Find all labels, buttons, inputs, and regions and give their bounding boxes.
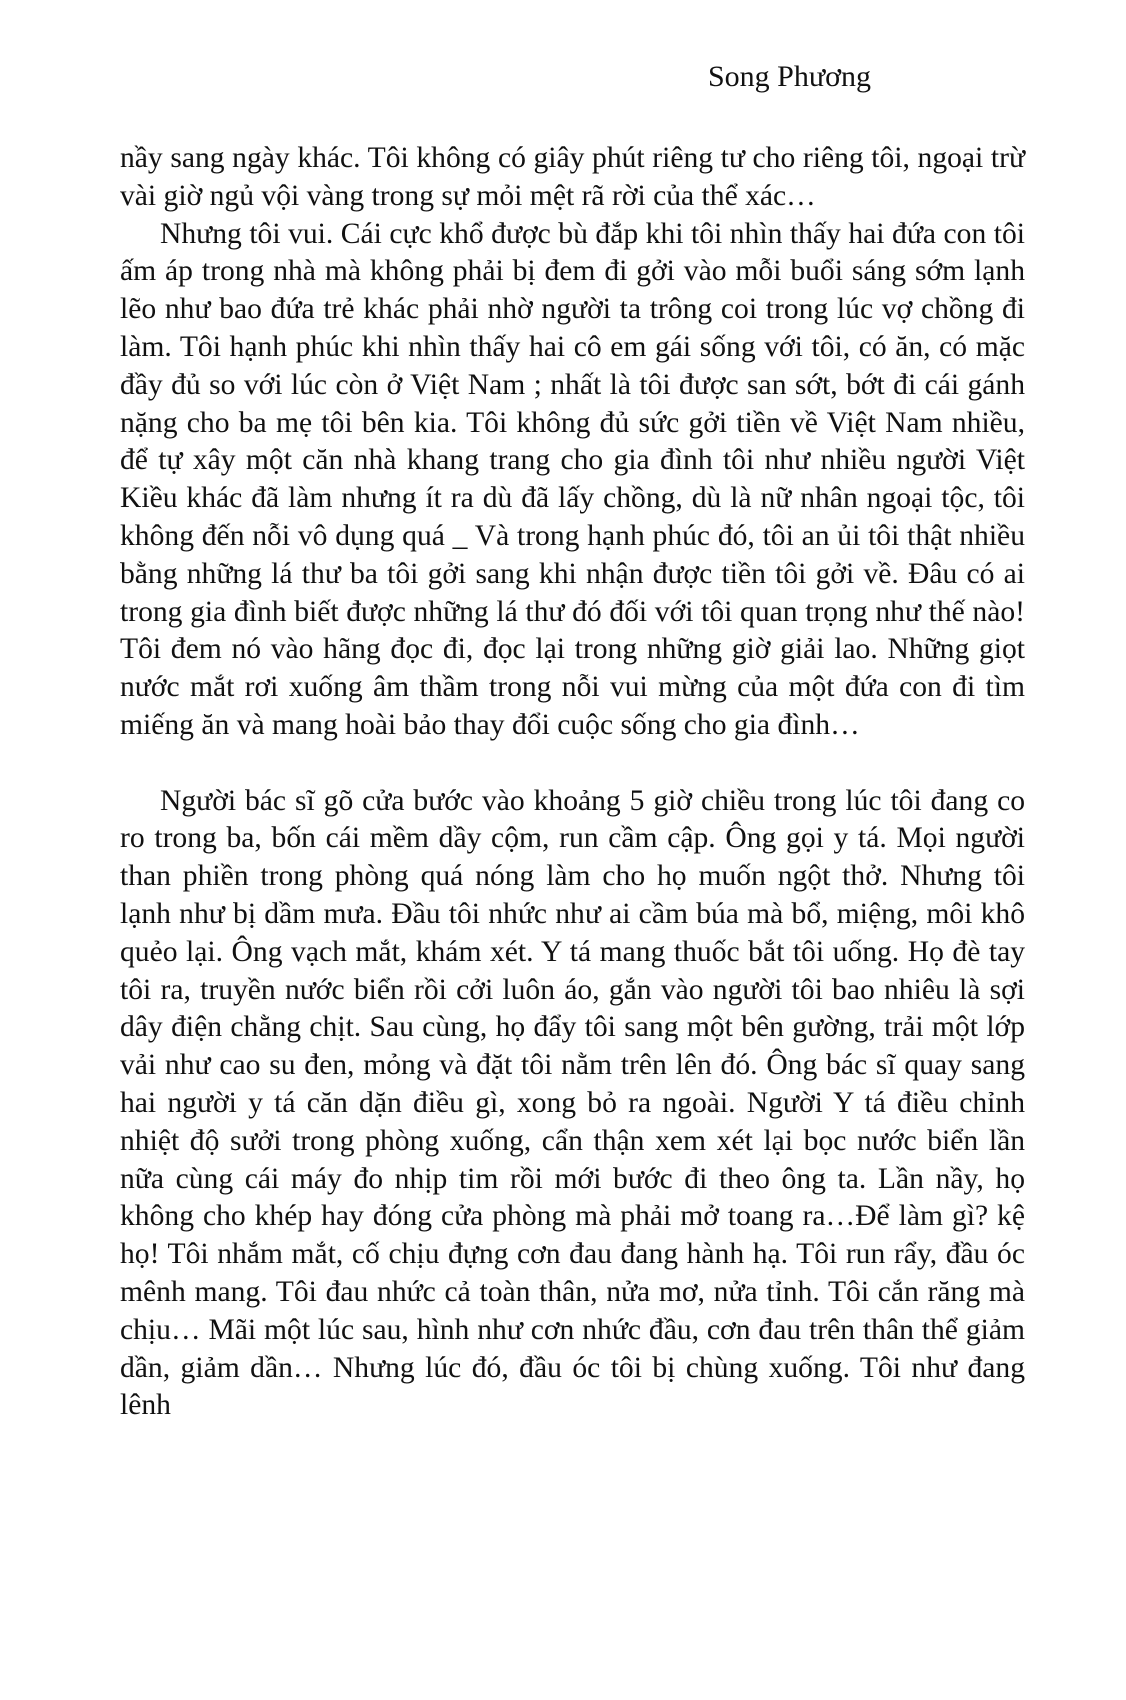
body-text — [120, 140, 1025, 1425]
running-header-author: Song Phương — [708, 60, 871, 93]
paragraph-3: Người bác sĩ gõ cửa bước vào khoảng 5 giờ chiều trong lúc tôi đang co ro trong ba, bốn cái mềm dầy cộm, run cầm cập. Ông gọi y tá. Mọi người than phiền trong phòng quá nóng làm cho họ muốn ngột thở. Nhưng tôi lạnh như bị dầm mưa. Đầu tôi nhức như ai cầm búa mà bổ, miệng, môi khô quẻo lại. Ông vạch mắt, khám xét. Y tá mang thuốc bắt tôi uống. Họ đè tay tôi ra, truyền nước biển rồi cởi luôn áo, gắn vào người tôi bao nhiêu là sợi dây điện chằng chịt. Sau cùng, họ đẩy tôi sang một bên gường, trải một lớp vải như cao su đen, mỏng và đặt tôi nằm trên lên đó. Ông bác sĩ quay sang hai người y tá căn dặn điều gì, xong bỏ ra ngoài. Người Y tá điều chỉnh nhiệt độ sưởi trong phòng xuống, cẩn thận xem xét lại bọc nước biển lần nữa cùng cái máy đo nhịp tim rồi mới bước đi theo ông ta. Lần nầy, họ không cho khép hay đóng cửa phòng mà phải mở toang ra…Để làm gì? kệ họ! Tôi nhắm mắt, cố chịu đựng cơn đau đang hành hạ. Tôi run rẩy, đầu óc mênh mang. Tôi đau nhức cả toàn thân, nửa mơ, nửa tỉnh. Tôi cắn răng mà chịu… Mãi một lúc sau, hình như cơn nhức đầu, cơn đau trên thân thể giảm dần, giảm dần… Nhưng lúc đó, đầu óc tôi bị chùng xuống. Tôi như đang lênh — [120, 784, 1025, 1422]
paragraph-1: nầy sang ngày khác. Tôi không có giây phút riêng tư cho riêng tôi, ngoại trừ vài giờ ngủ vội vàng trong sự mỏi mệt rã rời của thể xác… — [120, 142, 1025, 212]
paragraph-2: Nhưng tôi vui. Cái cực khổ được bù đắp khi tôi nhìn thấy hai đứa con tôi ấm áp trong nhà mà không phải bị đem đi gởi vào mỗi buổi sáng sớm lạnh lẽo như bao đứa trẻ khác phải nhờ người ta trông coi trong lúc vợ chồng đi làm. Tôi hạnh phúc khi nhìn thấy hai cô em gái sống với tôi, có ăn, có mặc đầy đủ so với lúc còn ở Việt Nam ; nhất là tôi được san sớt, bớt đi cái gánh nặng cho ba mẹ tôi bên kia. Tôi không đủ sức gởi tiền về Việt Nam nhiều, để tự xây một căn nhà khang trang cho gia đình tôi như nhiều người Việt Kiều khác đã làm nhưng ít ra dù đã lấy chồng, dù là nữ nhân ngoại tộc, tôi không đến nỗi vô dụng quá _ Và trong hạnh phúc đó, tôi an ủi tôi thật nhiều bằng những lá thư ba tôi gởi sang khi nhận được tiền tôi gởi về. Đâu có ai trong gia đình biết được những lá thư đó đối với tôi quan trọng như thế nào! Tôi đem nó vào hãng đọc đi, đọc lại trong những giờ giải lao. Những giọt nước mắt rơi xuống âm thầm trong nỗi vui mừng của một đứa con đi tìm miếng ăn và mang hoài bảo thay đổi cuộc sống cho gia đình… — [120, 217, 1025, 741]
